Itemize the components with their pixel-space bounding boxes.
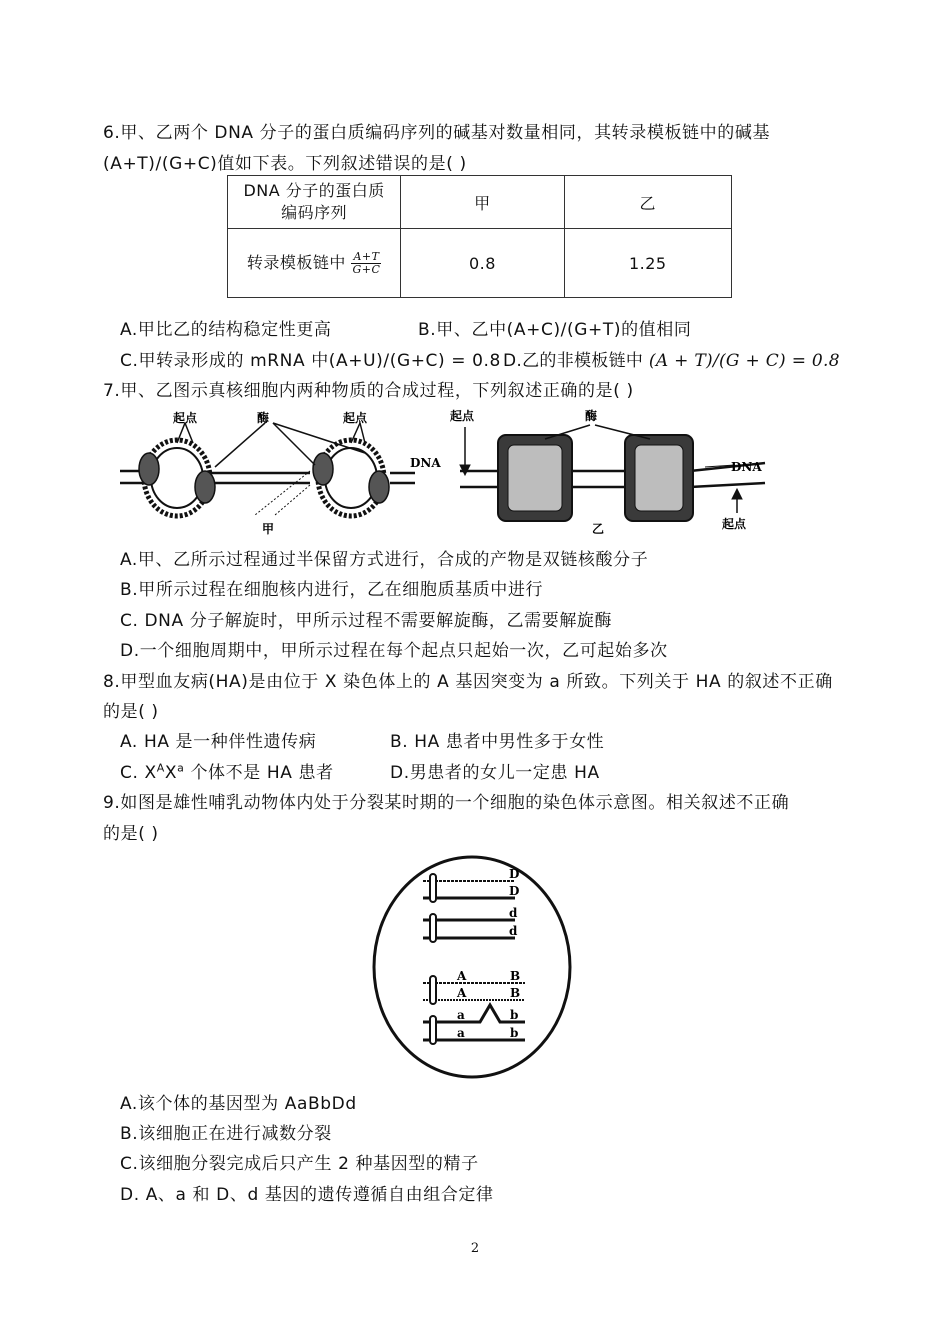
q6-stem-line2: (A+T)/(G+C)值如下表。下列叙述错误的是( ) [103,154,467,174]
yi-label-mei: 酶 [585,409,598,423]
gene-b-2: b [510,1026,519,1040]
q8-option-b: B. HA 患者中男性多于女性 [390,732,605,752]
q6-row-label-text: 转录模板链中 [246,253,346,272]
q6-fraction-numerator: A+T [353,250,380,263]
gene-a-2: a [457,1026,465,1040]
q9-option-c: C.该细胞分裂完成后只产生 2 种基因型的精子 [120,1154,479,1174]
q8-option-c-suffix: 个体不是 HA 患者 [184,763,334,783]
gene-d-1: d [509,906,518,920]
yi-label-dna: DNA [731,460,762,474]
q8-stem-line2: 的是( ) [103,702,159,722]
q6-option-d-text: D.乙的非模板链中 [503,351,644,371]
yi-label-qidian-top: 起点 [450,409,475,423]
q9-option-a: A.该个体的基因型为 AaBbDd [120,1094,357,1114]
q9-option-b: B.该细胞正在进行减数分裂 [120,1124,332,1144]
q9-cell-chromosome-figure [365,850,580,1085]
gene-a-1: a [457,1008,465,1022]
page-number: 2 [470,1241,480,1256]
q6-option-b: B.甲、乙中(A+C)/(G+T)的值相同 [418,320,692,340]
figure-yi [460,425,765,521]
jia-label-dna: DNA [410,456,441,470]
q8-option-c-prefix: C. X [120,763,157,783]
gene-A-2: A [457,986,467,1000]
q9-stem-line2: 的是( ) [103,824,159,844]
q8-option-a: A. HA 是一种伴性遗传病 [120,732,317,752]
figure-jia [120,423,415,516]
q6-option-d-formula: (A + T)/(G + C) = 0.8 [648,351,840,371]
q8-option-d: D.男患者的女儿一定患 HA [390,763,600,783]
q6-option-d [503,349,840,373]
q7-option-d: D.一个细胞周期中，甲所示过程在每个起点只起始一次，乙可起始多次 [120,641,668,661]
q8-option-c-sup-a1: A [156,761,165,775]
q6-table-value-yi: 1.25 [564,229,731,298]
q6-stem-line1: 6.甲、乙两个 DNA 分子的蛋白质编码序列的碱基对数量相同，其转录模板链中的碱基 [103,123,771,143]
yi-label-title: 乙 [592,522,605,536]
q7-option-c: C. DNA 分子解旋时，甲所示过程不需要解旋酶，乙需要解旋酶 [120,611,613,631]
yi-label-qidian-bottom: 起点 [722,517,747,531]
chromosomes-group-d [423,874,515,942]
q6-table-value-jia: 0.8 [401,229,564,298]
q9-option-d: D. A、a 和 D、d 基因的遗传遵循自由组合定律 [120,1185,494,1205]
q6-table-header-jia: 甲 [401,176,564,229]
jia-label-mei: 酶 [257,411,270,425]
q7-stem: 7.甲、乙图示真核细胞内两种物质的合成过程，下列叙述正确的是( ) [103,381,634,401]
q6-table-header-sequence [228,176,401,229]
q8-option-c [120,761,334,785]
gene-b-1: b [510,1008,519,1022]
q7-replication-transcription-figure [115,405,775,537]
jia-label-qidian-2: 起点 [343,411,368,425]
q6-header-text-2: 编码序列 [281,203,348,222]
gene-D-1: D [509,867,520,881]
q6-table-header-yi: 乙 [564,176,731,229]
q6-table [227,175,732,298]
q6-option-c: C.甲转录形成的 mRNA 中(A+U)/(G+C) = 0.8 [120,351,501,371]
q7-option-a: A.甲、乙所示过程通过半保留方式进行，合成的产物是双链核酸分子 [120,550,649,570]
q8-option-c-x: X [164,763,178,783]
jia-label-qidian-1: 起点 [173,411,198,425]
q6-table-row-label [228,229,401,298]
q6-ratio-fraction [351,251,381,276]
cell-membrane [374,857,570,1077]
q9-stem-line1: 9.如图是雄性哺乳动物体内处于分裂某时期的一个细胞的染色体示意图。相关叙述不正确 [103,793,790,813]
gene-B-2: B [510,986,521,1000]
gene-B-1: B [510,969,521,983]
q8-option-c-sup-a2: a [177,761,185,775]
jia-label-title: 甲 [262,522,275,536]
gene-D-2: D [509,884,520,898]
q6-fraction-denominator: G+C [352,263,381,276]
gene-A-1: A [457,969,467,983]
q6-option-a: A.甲比乙的结构稳定性更高 [120,320,332,340]
q6-header-text-1: DNA 分子的蛋白质 [243,181,385,200]
q7-option-b: B.甲所示过程在细胞核内进行，乙在细胞质基质中进行 [120,580,544,600]
q8-stem-line1: 8.甲型血友病(HA)是由位于 X 染色体上的 A 基因突变为 a 所致。下列关于 HA 的叙述不正确 [103,672,833,692]
gene-d-2: d [509,924,518,938]
